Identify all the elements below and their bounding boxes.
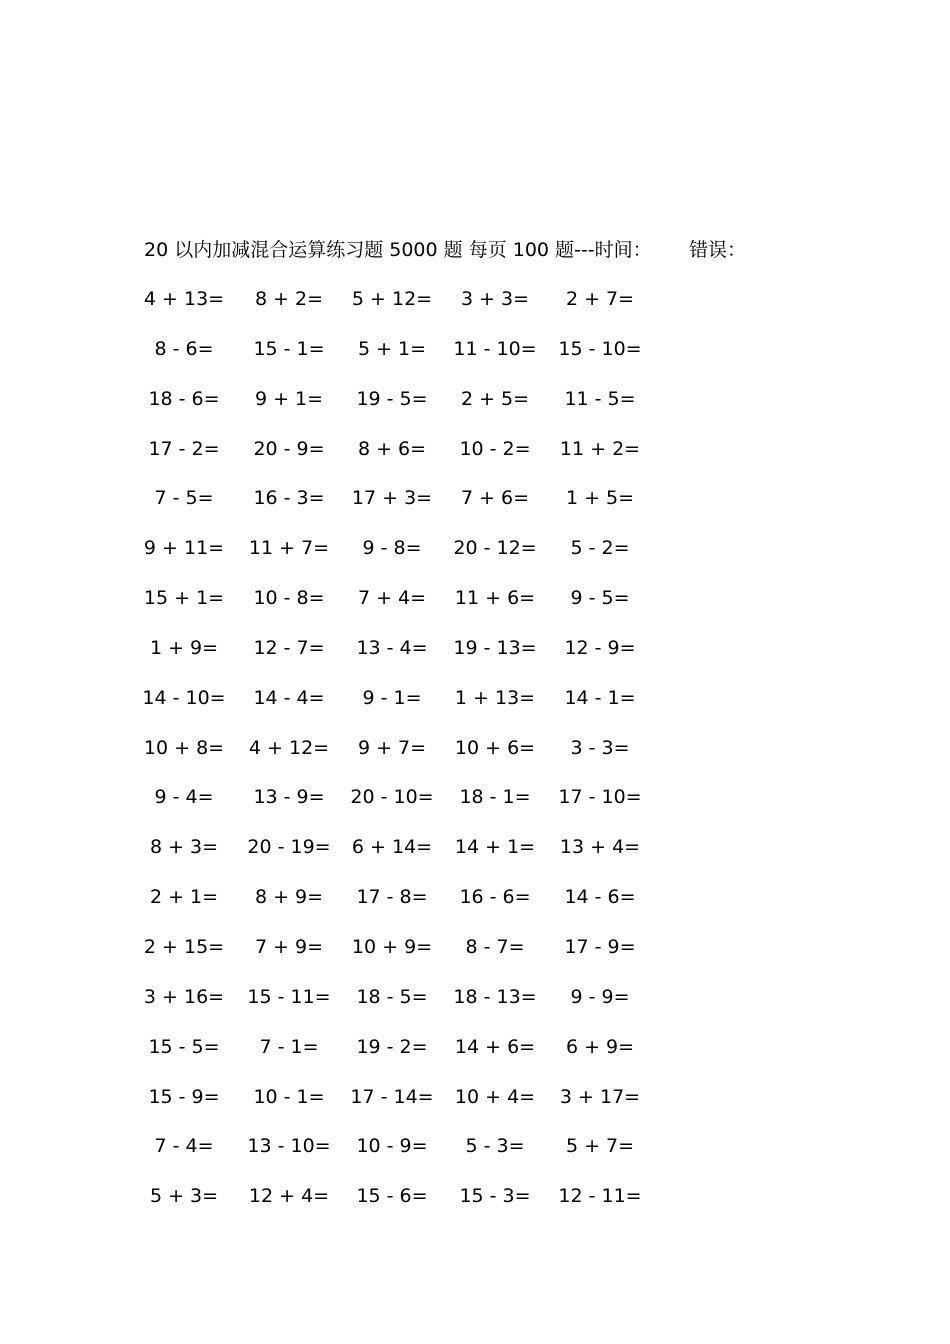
problem-item: 20 - 19= (247, 836, 331, 859)
problem-item: 15 - 6= (356, 1185, 428, 1208)
problem-item: 14 - 4= (253, 686, 325, 709)
problem-item: 9 - 4= (154, 786, 214, 809)
problem-item: 5 + 12= (351, 288, 433, 310)
problem-row (0, 334, 950, 384)
problem-item: 10 - 8= (253, 587, 325, 610)
problem-row (0, 1181, 950, 1231)
problem-item: 19 - 2= (356, 1035, 428, 1058)
problem-item: 7 + 9= (254, 935, 324, 958)
problem-item: 9 + 1= (254, 387, 324, 410)
problem-item: 14 + 1= (454, 836, 536, 859)
problem-item: 1 + 9= (149, 636, 219, 659)
problem-item: 13 - 10= (247, 1135, 331, 1158)
problem-item: 8 + 2= (254, 288, 324, 310)
problem-item: 18 - 5= (356, 985, 428, 1008)
problem-item: 16 - 6= (459, 886, 531, 909)
problem-item: 9 - 1= (362, 686, 422, 709)
problem-item: 19 - 5= (356, 387, 428, 410)
problem-item: 20 - 12= (453, 537, 537, 560)
problem-row (0, 782, 950, 832)
problem-item: 7 - 5= (154, 487, 214, 510)
problem-row (0, 583, 950, 633)
problem-item: 13 + 4= (559, 836, 641, 859)
problem-item: 4 + 13= (143, 288, 225, 310)
problem-row (0, 683, 950, 733)
problem-item: 10 + 6= (454, 736, 536, 759)
problem-item: 11 - 10= (453, 337, 537, 360)
problem-item: 10 + 8= (143, 736, 225, 759)
problem-item: 5 + 1= (357, 337, 427, 360)
problem-item: 17 + 3= (351, 487, 433, 510)
problem-row (0, 284, 950, 334)
problem-item: 9 - 9= (570, 985, 630, 1008)
problem-item: 19 - 13= (453, 636, 537, 659)
problem-item: 14 - 1= (564, 686, 636, 709)
problem-item: 16 - 3= (253, 487, 325, 510)
problem-item: 8 - 7= (465, 935, 525, 958)
problem-item: 2 + 7= (565, 288, 635, 310)
problem-item: 17 - 8= (356, 886, 428, 909)
worksheet-header (144, 235, 784, 265)
problem-item: 8 - 6= (154, 337, 214, 360)
problem-grid (0, 284, 950, 1231)
problem-item: 14 + 6= (454, 1035, 536, 1058)
problem-item: 8 + 3= (149, 836, 219, 859)
problem-item: 17 - 10= (558, 786, 642, 809)
problem-row (0, 932, 950, 982)
problem-item: 10 + 9= (351, 935, 433, 958)
problem-item: 11 - 5= (564, 387, 636, 410)
problem-item: 5 - 3= (465, 1135, 525, 1158)
problem-item: 14 - 10= (142, 686, 226, 709)
problem-item: 7 - 1= (259, 1035, 319, 1058)
problem-item: 12 + 4= (248, 1185, 330, 1208)
problem-item: 9 - 5= (570, 587, 630, 610)
problem-item: 4 + 12= (248, 736, 330, 759)
problem-item: 5 + 7= (565, 1135, 635, 1158)
problem-item: 12 - 11= (558, 1185, 642, 1208)
problem-item: 3 + 17= (559, 1085, 641, 1108)
problem-item: 18 - 13= (453, 985, 537, 1008)
problem-item: 12 - 9= (564, 636, 636, 659)
problem-item: 15 - 11= (247, 985, 331, 1008)
problem-item: 15 - 1= (253, 337, 325, 360)
problem-item: 9 - 8= (362, 537, 422, 560)
problem-item: 15 - 10= (558, 337, 642, 360)
problem-item: 8 + 9= (254, 886, 324, 909)
problem-row (0, 533, 950, 583)
problem-item: 12 - 7= (253, 636, 325, 659)
problem-item: 17 - 14= (350, 1085, 434, 1108)
problem-item: 17 - 9= (564, 935, 636, 958)
problem-item: 8 + 6= (357, 437, 427, 460)
problem-item: 11 + 6= (454, 587, 536, 610)
problem-row (0, 434, 950, 484)
problem-item: 15 - 3= (459, 1185, 531, 1208)
problem-item: 10 + 4= (454, 1085, 536, 1108)
problem-item: 20 - 9= (253, 437, 325, 460)
problem-item: 20 - 10= (350, 786, 434, 809)
problem-item: 13 - 9= (253, 786, 325, 809)
problem-item: 14 - 6= (564, 886, 636, 909)
problem-item: 10 - 1= (253, 1085, 325, 1108)
problem-item: 3 + 3= (460, 288, 530, 310)
problem-item: 7 - 4= (154, 1135, 214, 1158)
problem-item: 10 - 9= (356, 1135, 428, 1158)
problem-item: 15 - 5= (148, 1035, 220, 1058)
problem-item: 1 + 13= (454, 686, 536, 709)
problem-item: 6 + 14= (351, 836, 433, 859)
problem-row (0, 1082, 950, 1132)
problem-item: 11 + 2= (559, 437, 641, 460)
problem-item: 5 - 2= (570, 537, 630, 560)
problem-row (0, 982, 950, 1032)
problem-item: 15 + 1= (143, 587, 225, 610)
problem-item: 7 + 4= (357, 587, 427, 610)
problem-item: 2 + 15= (143, 935, 225, 958)
problem-item: 5 + 3= (149, 1185, 219, 1208)
problem-item: 17 - 2= (148, 437, 220, 460)
problem-item: 7 + 6= (460, 487, 530, 510)
problem-item: 2 + 5= (460, 387, 530, 410)
problem-row (0, 1131, 950, 1181)
problem-item: 3 + 16= (143, 985, 225, 1008)
problem-row (0, 384, 950, 434)
problem-item: 9 + 11= (143, 537, 225, 560)
problem-row (0, 882, 950, 932)
problem-item: 13 - 4= (356, 636, 428, 659)
problem-item: 1 + 5= (565, 487, 635, 510)
problem-item: 10 - 2= (459, 437, 531, 460)
problem-row (0, 832, 950, 882)
problem-item: 2 + 1= (149, 886, 219, 909)
problem-item: 18 - 6= (148, 387, 220, 410)
problem-row (0, 483, 950, 533)
problem-item: 9 + 7= (357, 736, 427, 759)
errors-label: 错误： (689, 239, 747, 261)
problem-row (0, 1032, 950, 1082)
worksheet-title: 20 以内加减混合运算练习题 5000 题 每页 100 题---时间： (144, 239, 652, 261)
problem-row (0, 733, 950, 783)
problem-row (0, 633, 950, 683)
problem-item: 18 - 1= (459, 786, 531, 809)
problem-item: 15 - 9= (148, 1085, 220, 1108)
problem-item: 11 + 7= (248, 537, 330, 560)
problem-item: 6 + 9= (565, 1035, 635, 1058)
problem-item: 3 - 3= (570, 736, 630, 759)
